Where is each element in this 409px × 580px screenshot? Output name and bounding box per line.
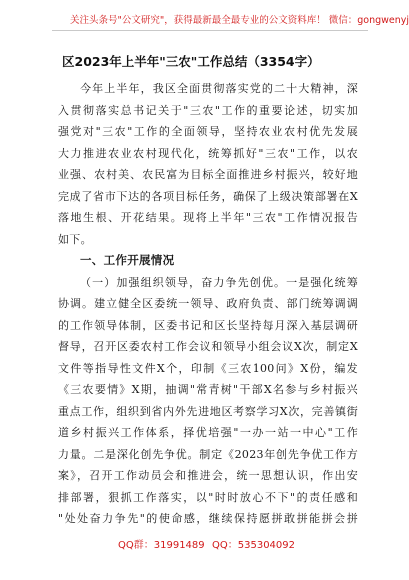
- top-divider: [52, 30, 368, 31]
- paragraph-line: 排部署，狠抓工作落实，以"时时放心不下"的责任感和: [58, 490, 358, 504]
- paragraph-line: 文件等指导性文件X个，印制《三农100问》X份，编发: [58, 361, 358, 375]
- paragraph-line: 案》，召开工作动员会和推进会，统一思想认识，作出安: [58, 469, 358, 482]
- paragraph-line: 督导，召开区委农村工作会议和领导小组会议X次，制定X: [58, 340, 358, 353]
- footer-bar: [0, 532, 408, 554]
- paragraph-line: 入贯彻落实总书记关于"三农"工作的重要论述，切实加: [58, 103, 358, 117]
- paragraph-line: 大力推进农业农村现代化，统筹抓好"三农"工作，以农: [58, 146, 358, 160]
- qq-number: QQ：535304092: [212, 540, 296, 551]
- paragraph-line: 强党对"三农"工作的全面领导，坚持农业农村优先发展: [58, 125, 358, 138]
- paragraph-line: （一）加强组织领导，奋力争先创优。一是强化统筹: [80, 275, 358, 289]
- paragraph-line: 今年上半年，我区全面贯彻落实党的二十大精神，深: [80, 82, 358, 95]
- paragraph-line: 的工作领导体制，区委书记和区长坚持每月深入基层调研: [58, 318, 358, 332]
- paragraph-line: 如下。: [58, 232, 92, 246]
- paragraph-2: [58, 272, 358, 530]
- qq-group-number: QQ群：31991489: [118, 540, 205, 551]
- paragraph-line: 完成了省市下达的各项目标任务，确保了上级决策部署在X: [58, 189, 358, 203]
- paragraph-line: 道乡村振兴工作体系，择优培强"一办一站一中心"工作: [58, 426, 358, 439]
- paragraph-line: 业强、农村美、农民富为目标全面推进乡村振兴，较好地: [58, 168, 358, 181]
- paragraph-line: "处处奋力争先"的使命感，继续保持愿拼敢拼能拼会拼: [58, 512, 358, 525]
- paragraph-1: [58, 78, 358, 250]
- document-title: 区2023年上半年"三农"工作总结（3354字）: [62, 54, 320, 69]
- paragraph-line: 力量。二是深化创先争优。制定《2023年创先争优工作方: [58, 447, 358, 461]
- document-body: [58, 78, 358, 530]
- paragraph-line: 重点工作，组织到省内外先进地区考察学习X次，完善镇街: [58, 404, 358, 418]
- top-banner: 关注头条号"公文研究"，获得最新最全最专业的公文资料库！ 微信：gongwenyj: [70, 15, 409, 26]
- paragraph-line: 落地生根、开花结果。现将上半年"三农"工作情况报告: [58, 211, 358, 224]
- section-heading: 一、工作开展情况: [80, 253, 175, 267]
- paragraph-line: 《三农要情》X期，抽调"常青树"干部X名参与乡村振兴: [58, 383, 358, 396]
- paragraph-line: 协调。建立健全区委统一领导、政府负责、部门统筹调调: [58, 297, 358, 310]
